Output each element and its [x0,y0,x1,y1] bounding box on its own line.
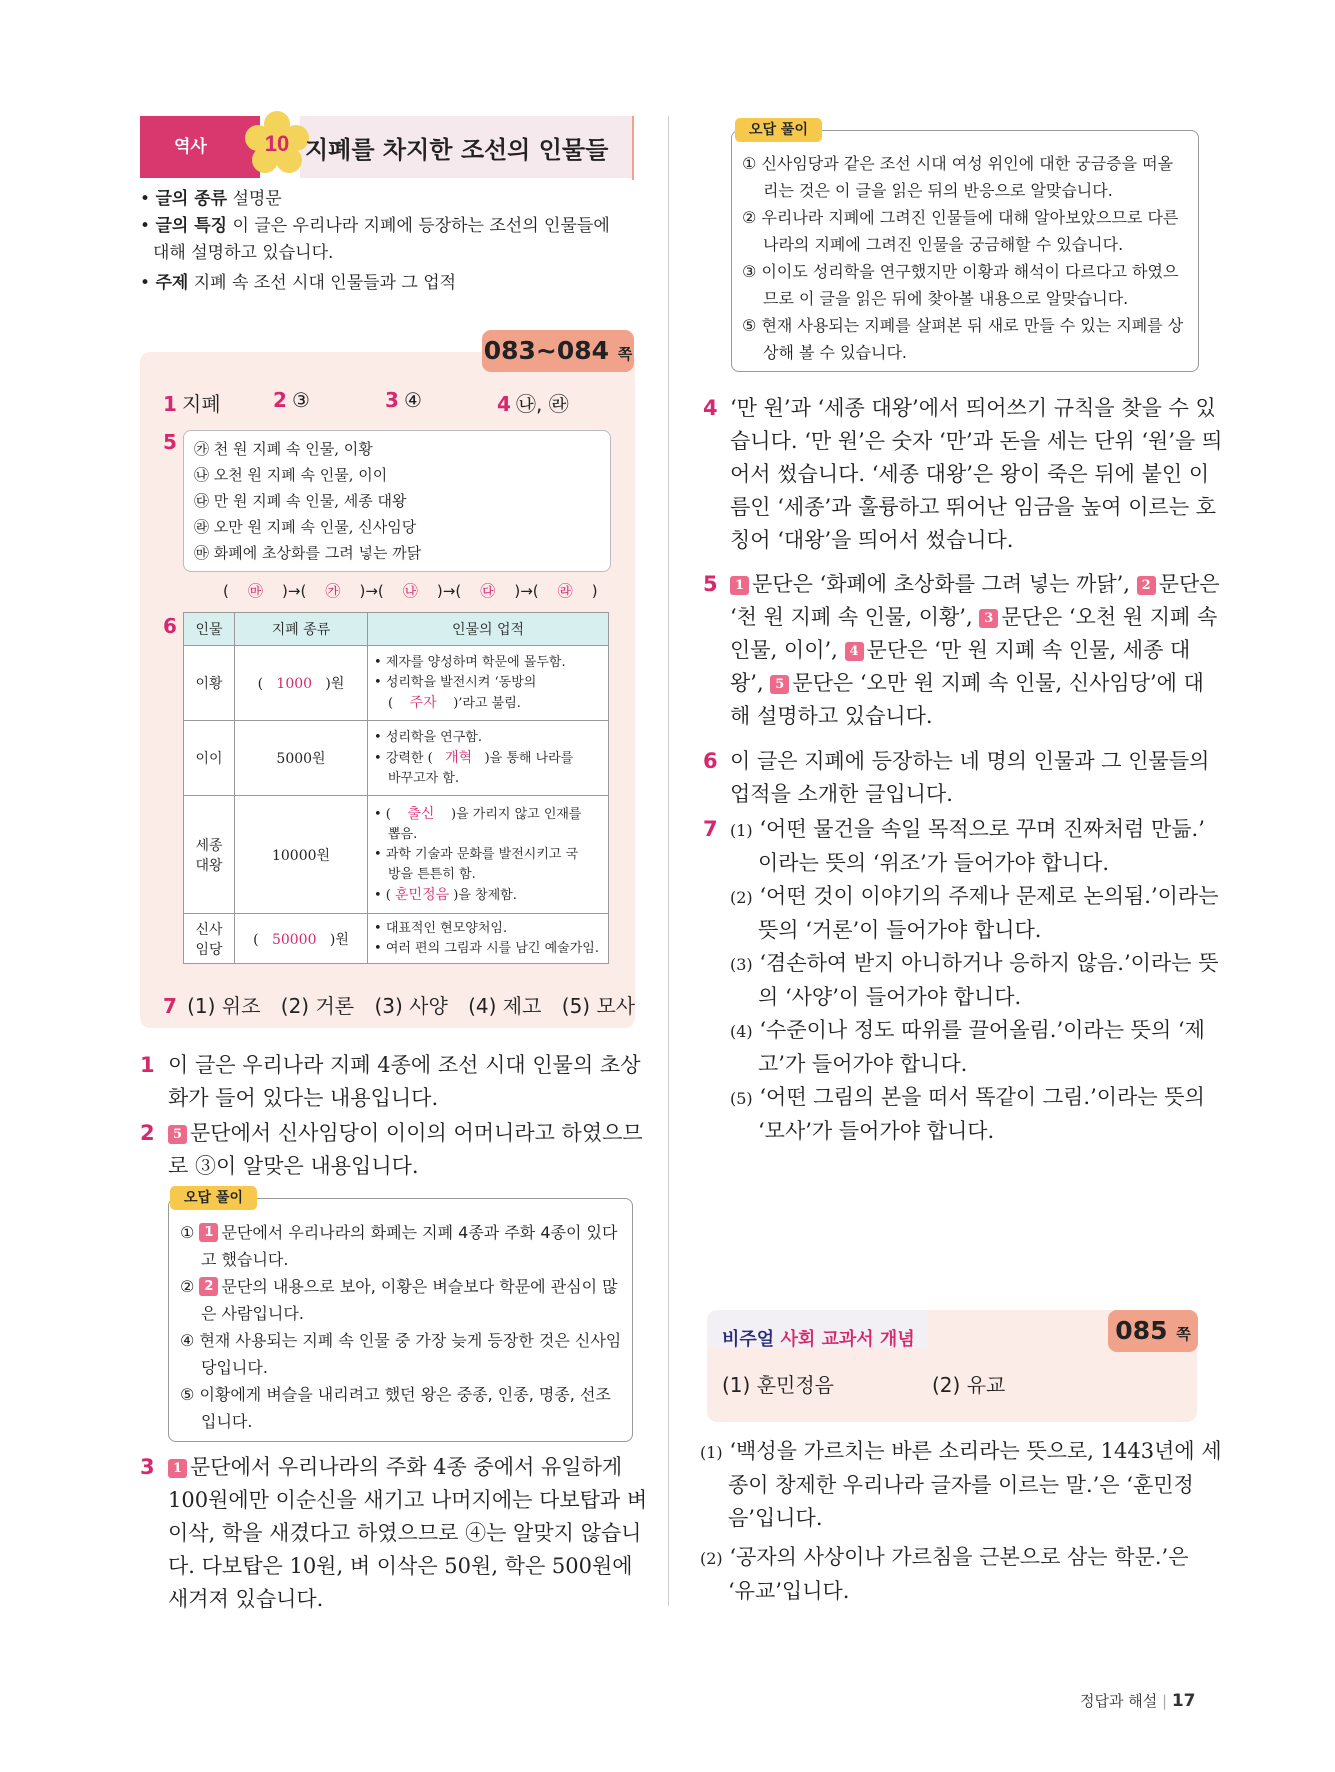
answer-q1: 1 지폐 [163,392,221,416]
answer-q3: 3 ④ [385,388,422,412]
page-tab: 083~084 쪽 [482,330,634,372]
visual-ans2: (2) 유교 [932,1373,1006,1397]
exp-q1-num: 1 [140,1053,155,1077]
page-title: 지폐를 차지한 조선의 인물들 [305,136,609,164]
visual-exp2: (2) ‘공자의 사상이나 가르침을 근본으로 삼는 학문.’은 ‘유교’입니다. [700,1545,1189,1603]
exp-q4: ‘만 원’과 ‘세종 대왕’에서 띄어쓰기 규칙을 찾을 수 있 습니다. ‘만 원’은 숫자 ‘만’과 돈을 세는 단위 ‘원’을 띄 어서 썼습니다. ‘세종 대왕’은 왕이 죽은 뒤에 붙인 이 름인 ‘세종’과 훌륭하고 뛰어난 임금을 높여 이르는 호 칭어 ‘대왕’을 띄어서 썼습니다. [730,396,1223,552]
info-feature: • 글의 특징 이 글은 우리나라 지폐에 등장하는 조선의 인물들에 [140,216,610,236]
exp-q4-num: 4 [703,396,718,420]
table-row: 이황 ( 1000 )원 • 제자를 양성하며 학문에 몰두함. • 성리학을 발전시켜 ‘동방의 ( 주자 )’라고 불림. [184,646,609,721]
q5-item: ㉲ 화폐에 초상화를 그려 넣는 까닭 [194,544,422,562]
q5-item: ㉰ 만 원 지폐 속 인물, 세종 대왕 [194,492,407,510]
exp-q2-num: 2 [140,1121,155,1145]
q5-item: ㉮ 천 원 지폐 속 인물, 이황 [194,440,373,458]
info-kind: • 글의 종류 설명문 [140,189,282,209]
subject-tag: 역사 [140,116,260,178]
title-edge [632,116,634,180]
lesson-number: 10 [264,131,290,156]
info-feature-cont: 대해 설명하고 있습니다. [153,243,334,263]
exp-q5-num: 5 [703,572,718,596]
th-person: 인물 [184,613,235,646]
q6-table [183,612,609,964]
answer-q2: 2 ③ [273,388,310,412]
visual-ans1: (1) 훈민정음 [722,1373,834,1397]
table-row: 신사 임당 ( 50000 )원 • 대표적인 현모양처임. • 여러 편의 그림과 시를 남긴 예술가임. [184,914,609,964]
visual-title: 비주얼 사회 교과서 개념 [722,1329,915,1350]
odap-tag-right: 오답 풀이 [735,118,822,142]
exp-q6-num: 6 [703,749,718,773]
exp-q1: 이 글은 우리나라 지폐 4종에 조선 시대 인물의 초상 화가 들어 있다는 내용입니다. [168,1053,641,1110]
th-deeds: 인물의 업적 [368,613,609,646]
visual-exp1: (1) ‘백성을 가르치는 바른 소리라는 뜻으로, 1443년에 세 종이 창제한 우리나라 글자를 이르는 말.’은 ‘훈민정 음’입니다. [700,1439,1222,1530]
flower-number-icon [244,110,310,176]
visual-page-tab: 085 쪽 [1108,1310,1198,1352]
answer-q6-num: 6 [163,614,177,638]
q5-item: ㉯ 오천 원 지폐 속 인물, 이이 [194,466,388,484]
footer: 정답과 해설 | 17 [1080,1691,1196,1711]
table-row: 이이 5000원 • 성리학을 연구함. • 강력한 ( 개혁 )을 통해 나라를 바꾸고자 함. [184,721,609,796]
exp-q6: 이 글은 지폐에 등장하는 네 명의 인물과 그 인물들의 업적을 소개한 글입니다. [730,749,1210,806]
exp-q7-num: 7 [703,817,718,841]
odap-tag-left: 오답 풀이 [170,1186,257,1210]
table-header-row [184,613,609,646]
answer-q4: 4 ㉯, ㉱ [497,392,569,416]
exp-q3: 1 문단에서 우리나라의 주화 4종 중에서 유일하게 100원에만 이순신을 새기고 나머지에는 다보탑과 벼 이삭, 학을 새겼다고 하였으므로 ④는 알맞지 않습니 다. 다보탑은 10원, 벼 이삭은 50원, 학은 500원에 새겨져 있습니다. [168,1455,648,1611]
exp-q3-num: 3 [140,1455,155,1479]
exp-q2: 5 문단에서 신사임당이 이이의 어머니라고 하였으므 로 ③이 알맞은 내용입니다. [168,1121,643,1178]
q5-order: ( ㉲ )→( ㉮ )→( ㉯ )→( ㉰ )→( ㉱ ) [223,582,598,600]
answer-q7: 7 (1) 위조 (2) 거론 (3) 사양 (4) 제고 (5) 모사 [163,994,636,1018]
odap-item: ① 1 문단에서 우리나라의 화폐는 지폐 4종과 주화 4종이 있다 고 했습니다. ② 2 문단의 내용으로 보아, 이황은 벼슬보다 학문에 관심이 많 은 사람입니다. ④ 현재 사용되는 지폐 속 인물 중 가장 늦게 등장한 것은 신사임 당입니다. ⑤ 이황에게 벼슬을 내리려고 했던 왕은 중종, 인종, 명종, 선조 입니다. [180,1223,622,1431]
q5-item: ㉱ 오만 원 지폐 속 인물, 신사임당 [194,518,417,536]
table-row: 세종 대왕 10000원 • ( 출신 )을 가리지 않고 인재를 뽑음. • 과학 기술과 문화를 발전시키고 국 방을 튼튼히 함. • ( 훈민정음 )을 창제함. [184,796,609,914]
exp-q7: (1) ‘어떤 물건을 속일 목적으로 꾸며 진짜처럼 만듦.’ 이라는 뜻의 ‘위조’가 들어가야 합니다. (2) ‘어떤 것이 이야기의 주제나 문제로 논의됨.’이라는 뜻의 ‘거론’이 들어가야 합니다. (3) ‘겸손하여 받지 아니하거나 응하지 않음.’이라는 뜻 의 ‘사양’이 들어가야 합니다. (4) ‘수준이나 정도 따위를 끌어올림.’이라는 뜻의 ‘제 고’가 들어가야 합니다. (5) ‘어떤 그림의 본을 떠서 똑같이 그림.’이라는 뜻의 ‘모사’가 들어가야 합니다. [730,817,1219,1143]
info-theme: • 주제 지폐 속 조선 시대 인물들과 그 업적 [140,273,457,293]
odap-item: ① 신사임당과 같은 조선 시대 여성 위인에 대한 궁금증을 떠올 리는 것은 이 글을 읽은 뒤의 반응으로 알맞습니다. ② 우리나라 지폐에 그려진 인물들에 대해 알아보았으므로 다른 나라의 지폐에 그려진 인물을 궁금해할 수 있습니다. ③ 이이도 성리학을 연구했지만 이황과 해석이 다르다고 하였으 므로 이 글을 읽은 뒤에 찾아볼 내용으로 알맞습니다. ⑤ 현재 사용되는 지폐를 살펴본 뒤 새로 만들 수 있는 지폐를 상 상해 볼 수 있습니다. [742,154,1184,362]
column-divider [668,116,669,1606]
answer-q5-num: 5 [163,430,177,454]
exp-q5: 1 문단은 ‘화폐에 초상화를 그려 넣는 까닭’, 2 문단은 ‘천 원 지폐 속 인물, 이황’, 3 문단은 ‘오천 원 지폐 속 인물, 이이’, 4 문단은 ‘만 원 지폐 속 인물, 세종 대 왕’, 5 문단은 ‘오만 원 지폐 속 인물, 신사임당’에 대 해 설명하고 있습니다. [730,572,1220,728]
th-money: 지폐 종류 [235,613,368,646]
